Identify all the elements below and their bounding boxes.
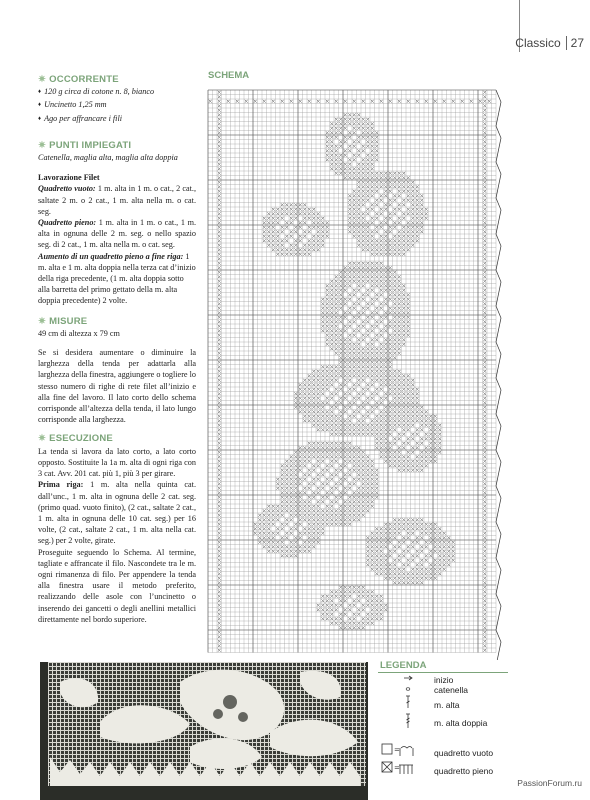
treble-crochet-icon	[406, 714, 410, 728]
instructions-column	[38, 68, 196, 625]
esecuzione-heading: ✷ ESECUZIONE	[38, 433, 113, 445]
page-number: 27	[570, 36, 584, 50]
filled-square-icon	[382, 762, 413, 774]
misure-text: Se si desidera aumentare o diminuire la larghezza della tenda per adattarla alla larghezza della finestra, aggiungere o togliere lo stesso numero di righe di rete filet all’inizio e alla fine del lavoro. Il lato corto dello schema corrisponde all’altezza della tenda, il lato lungo corrisponde alla larghezza.	[38, 348, 196, 425]
double-crochet-icon	[406, 696, 410, 708]
prima-riga-paragraph: Prima riga: 1 m. alta nella quinta cat. dall’unc., 1 m. alta in ognuna delle 2 cat. seg. (primo quad. vuoto finito), (2 cat., saltate 2 cat., 1 m. alta in ognuna delle 10 cat. seg.) per 16 volte, (2 cat., saltate 2 cat., 1 m. alta nella cat. seg.) per 2 volte, girate.	[38, 480, 196, 546]
star-icon: ✷	[38, 139, 47, 151]
legend-item-quadretto-pieno: quadretto pieno	[434, 766, 494, 776]
legend-title: LEGENDA	[380, 660, 427, 671]
page-header	[515, 34, 590, 52]
list-item: ♦ Uncinetto 1,25 mm	[38, 99, 196, 112]
curtain-photo	[40, 662, 368, 800]
list-item: ♦ 120 g circa di cotone n. 8, bianco	[38, 86, 196, 99]
legend-rule	[378, 672, 508, 673]
legend-item-m-alta-doppia: m. alta doppia	[434, 718, 488, 728]
lavorazione-title: Lavorazione Filet	[38, 173, 100, 183]
chain-icon	[406, 688, 410, 691]
legend-item-m-alta: m. alta	[434, 700, 460, 710]
punti-heading: ✷ PUNTI IMPIEGATI	[38, 139, 132, 151]
star-icon: ✷	[38, 74, 47, 85]
arrow-icon	[404, 676, 412, 680]
lace-curtain-image	[40, 662, 368, 800]
star-icon: ✷	[38, 433, 47, 445]
scalloped-edge	[496, 90, 501, 660]
legend-item-quadretto-vuoto: quadretto vuoto	[434, 748, 494, 758]
filled-cells	[209, 91, 491, 652]
legend-symbols	[378, 674, 438, 798]
filet-chart	[204, 84, 506, 660]
legend-item-catenella: catenella	[434, 685, 469, 695]
materials-list	[38, 86, 196, 126]
misure-size: 49 cm di altezza x 79 cm	[38, 328, 120, 338]
punti-text: Catenella, maglia alta, maglia alta doppia	[38, 153, 178, 163]
grid-lines	[208, 90, 496, 653]
esecuzione-rest: Proseguite seguendo lo Schema. Al termine, tagliate e affrancate il filo. Nascondete tra le m. ogni rimanenza di filo. Per appendere la tenda alla finestra usare il metodo preferito, realizzando delle asole con l’uncinetto o inserendo dei gancetti o degli anellini metallici direttamente nel bordo superiore.	[38, 547, 196, 624]
misure-heading: ✷ MISURE	[38, 315, 88, 327]
watermark: PassionForum.ru	[517, 778, 582, 788]
list-item: ♦ Ago per affrancare i fili	[38, 113, 196, 126]
svg-text:=: =	[394, 764, 400, 772]
esecuzione-intro: La tenda si lavora da lato corto, a lato corto opposto. Sostituite la 1a m. alta di ogni riga con 3 cat. Avv. 201 cat. più 1, più 3 per girare.	[38, 446, 196, 479]
vuoto-paragraph: Quadretto vuoto: 1 m. alta in 1 m. o cat., 2 cat., saltate 2 m. o 2 cat., 1 m. alta nella m. o cat. seg.	[38, 184, 196, 216]
svg-text:=: =	[394, 746, 400, 754]
filled-cell-marks	[209, 91, 491, 652]
section-title: Classico	[515, 36, 566, 50]
empty-square-icon	[382, 744, 413, 756]
star-icon: ✷	[38, 315, 47, 327]
schema-heading: SCHEMA	[208, 70, 250, 81]
occorrente-heading: ✷ OCCORRENTE	[38, 74, 119, 85]
pieno-paragraph: Quadretto pieno: 1 m. alta in 1 m. o cat., 1 m. alta in ognuna delle 2 m. seg. o nello spazio seg. di 2 cat., 1 m. alta nella m. o cat. seg.	[38, 218, 196, 250]
aumento-paragraph: Aumento di un quadretto pieno a fine riga: 1 m. alta e 1 m. alta doppia nella terza cat d’inizio della riga precedente, (1 m. alta doppia sotto alla barretta del primo gettato della m. alta doppia precedente) 2 volte.	[38, 251, 196, 306]
legend-item-inizio: inizio	[434, 675, 454, 685]
